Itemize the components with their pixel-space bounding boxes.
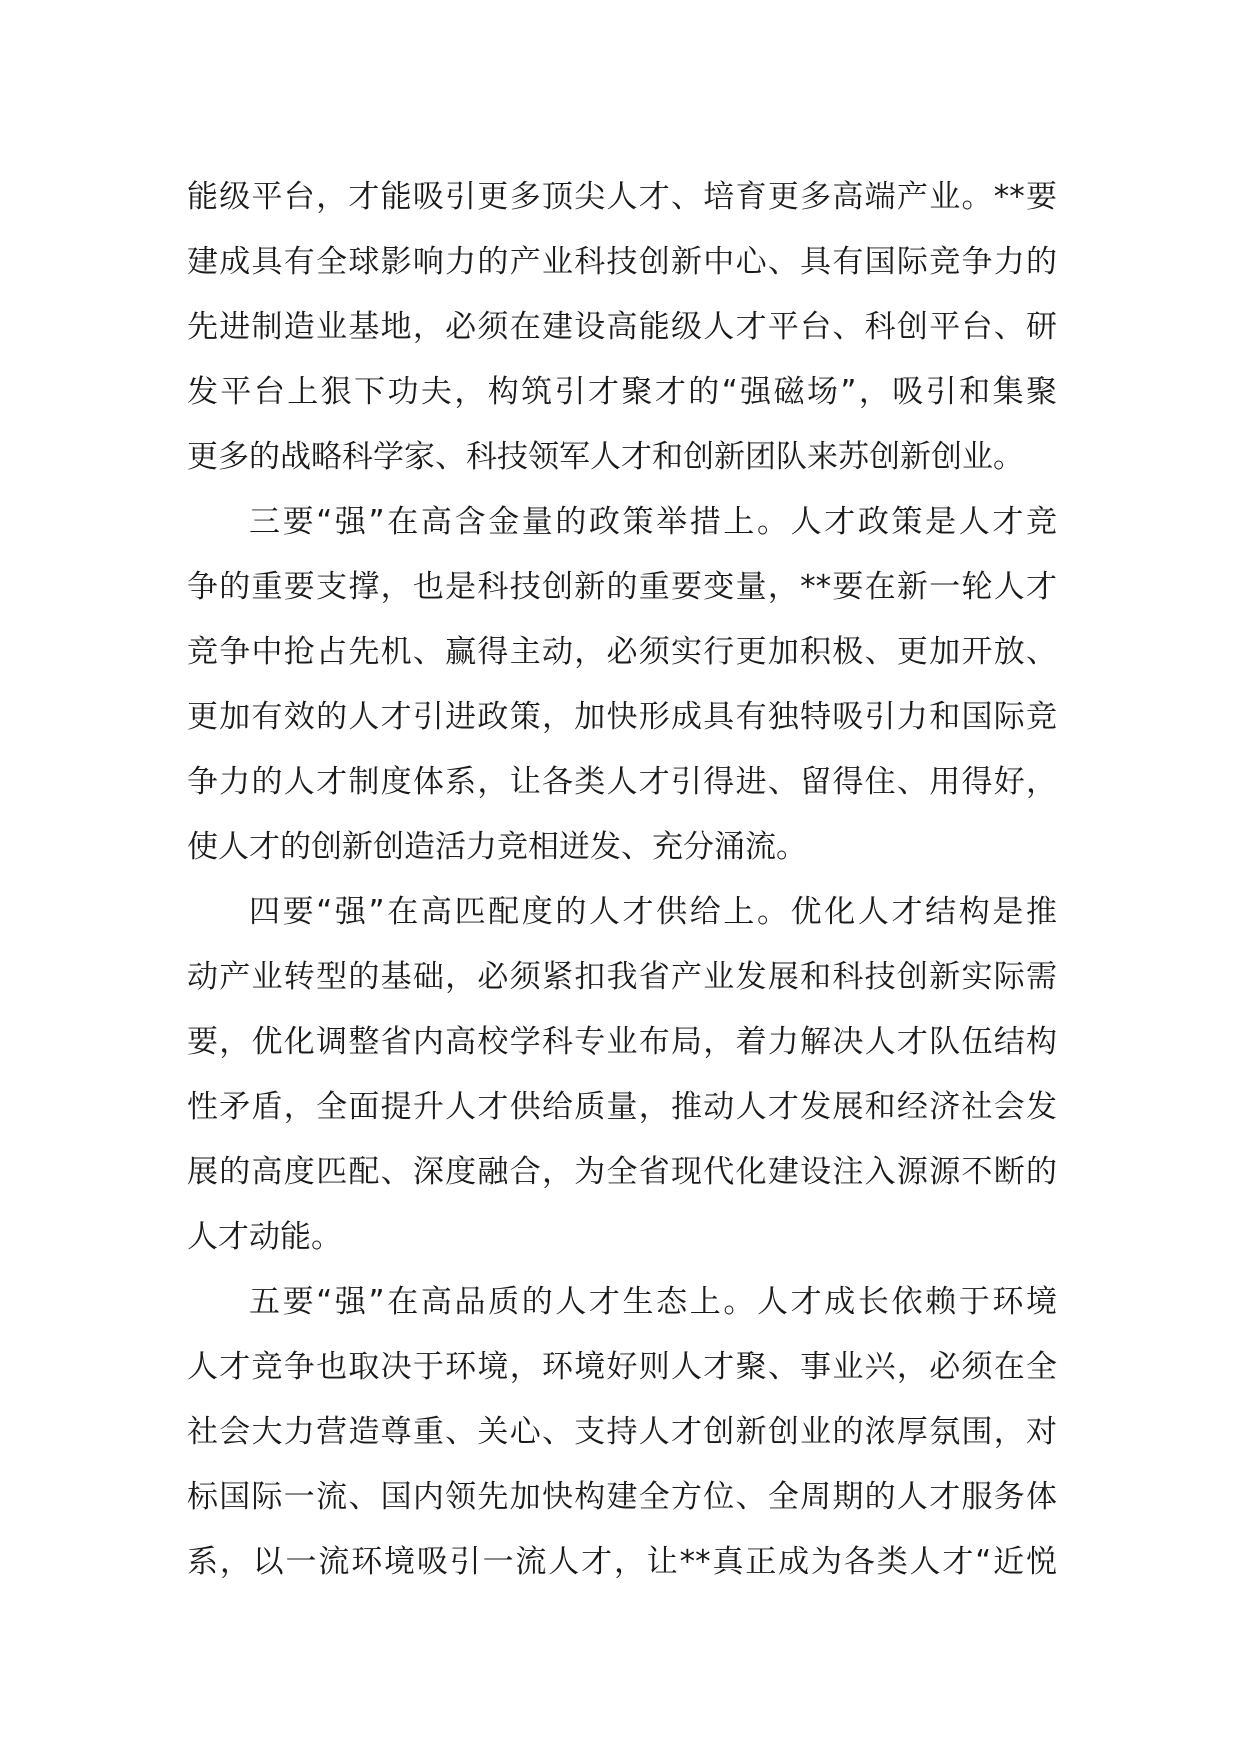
- text-line: 四要“强”在高匹配度的人才供给上。优化人才结构是推: [249, 894, 1057, 930]
- text-line: 人才动能。: [187, 1219, 342, 1255]
- text-line: 标国际一流、国内领先加快构建全方位、全周期的人才服务体: [187, 1479, 1057, 1515]
- text-line: 建成具有全球影响力的产业科技创新中心、具有国际竞争力的: [187, 244, 1057, 280]
- text-line: 性矛盾，全面提升人才供给质量，推动人才发展和经济社会发: [187, 1089, 1057, 1125]
- text-line: 五要“强”在高品质的人才生态上。人才成长依赖于环境: [249, 1284, 1057, 1320]
- text-line: 更多的战略科学家、科技领军人才和创新团队来苏创新创业。: [187, 439, 1024, 475]
- text-line: 争的重要支撑，也是科技创新的重要变量，**要在新一轮人才: [187, 569, 1057, 605]
- text-line: 三要“强”在高含金量的政策举措上。人才政策是人才竞: [249, 504, 1057, 540]
- document-body: [187, 165, 1057, 1595]
- text-line: 更加有效的人才引进政策，加快形成具有独特吸引力和国际竞: [187, 699, 1057, 735]
- text-line: 争力的人才制度体系，让各类人才引得进、留得住、用得好，: [187, 764, 1057, 800]
- text-line: 系，以一流环境吸引一流人才，让**真正成为各类人才“近悦: [187, 1544, 1057, 1580]
- text-line: 使人才的创新创造活力竞相迸发、充分涌流。: [187, 829, 807, 865]
- text-line: 发平台上狠下功夫，构筑引才聚才的“强磁场”，吸引和集聚: [187, 374, 1057, 410]
- text-line: 要，优化调整省内高校学科专业布局，着力解决人才队伍结构: [187, 1024, 1057, 1060]
- text-line: 竞争中抢占先机、赢得主动，必须实行更加积极、更加开放、: [187, 634, 1057, 670]
- text-line: 人才竞争也取决于环境，环境好则人才聚、事业兴，必须在全: [187, 1349, 1057, 1385]
- text-line: 能级平台，才能吸引更多顶尖人才、培育更多高端产业。**要: [187, 179, 1057, 215]
- text-line: 展的高度匹配、深度融合，为全省现代化建设注入源源不断的: [187, 1154, 1057, 1190]
- text-line: 社会大力营造尊重、关心、支持人才创新创业的浓厚氛围，对: [187, 1414, 1057, 1450]
- text-line: 先进制造业基地，必须在建设高能级人才平台、科创平台、研: [187, 309, 1057, 345]
- text-line: 动产业转型的基础，必须紧扣我省产业发展和科技创新实际需: [187, 959, 1057, 995]
